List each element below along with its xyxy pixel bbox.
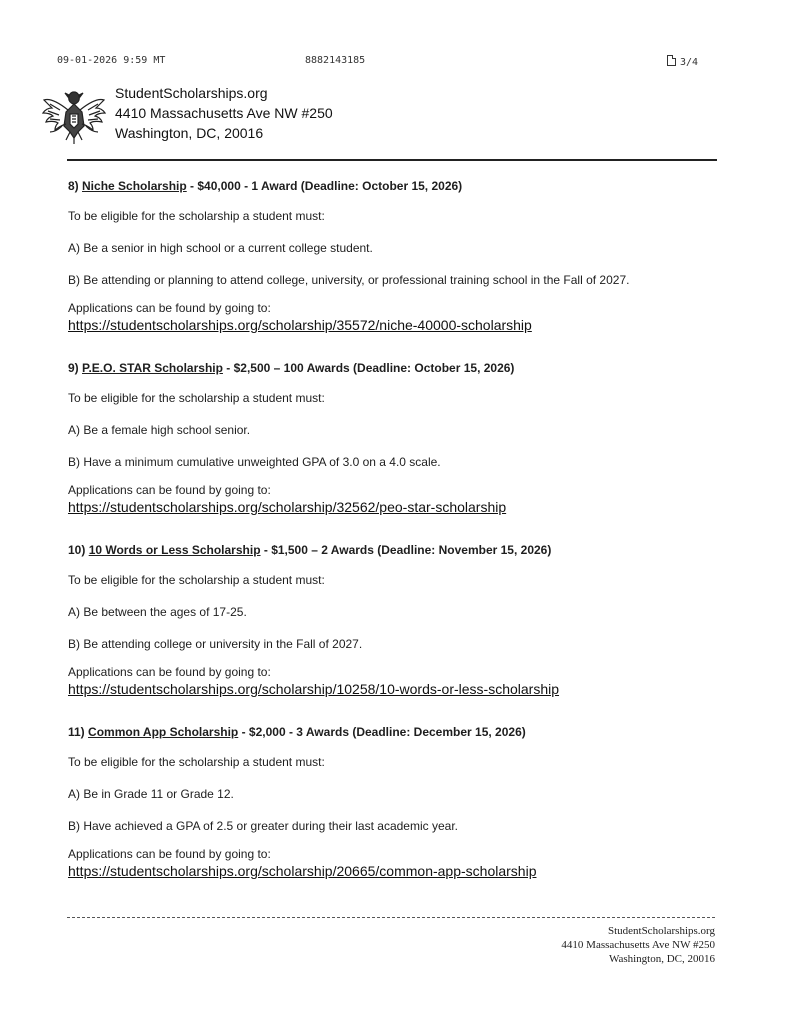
scholarship-name[interactable]: Niche Scholarship <box>82 179 187 193</box>
eligibility-intro: To be eligible for the scholarship a student must: <box>68 573 325 587</box>
fax-datetime: 09-01-2026 9:59 MT <box>57 55 166 66</box>
scholarship-details: - $2,500 – 100 Awards (Deadline: October 15, 2026) <box>222 361 515 375</box>
eligibility-intro: To be eligible for the scholarship a student must: <box>68 209 325 223</box>
footer-address-line1: 4410 Massachusetts Ave NW #250 <box>561 939 715 951</box>
scholarship-details: - $2,000 - 3 Awards (Deadline: December 15, 2026) <box>238 725 526 739</box>
applications-label: Applications can be found by going to: <box>68 665 271 679</box>
footer-address-block <box>561 924 715 966</box>
requirement-a: A) Be a senior in high school or a current college student. <box>68 241 373 255</box>
requirement-b: B) Be attending college or university in the Fall of 2027. <box>68 637 363 651</box>
letterhead-address-line2: Washington, DC, 20016 <box>115 125 264 141</box>
fax-page-indicator <box>667 55 698 68</box>
scholarship-number: 10) <box>68 543 86 557</box>
scholarship-name[interactable]: 10 Words or Less Scholarship <box>88 543 261 557</box>
scholarship-name[interactable]: Common App Scholarship <box>88 725 239 739</box>
eligibility-intro: To be eligible for the scholarship a student must: <box>68 755 325 769</box>
scholarship-name[interactable]: P.E.O. STAR Scholarship <box>82 361 223 375</box>
application-link[interactable]: https://studentscholarships.org/scholarship/20665/common-app-scholarship <box>68 863 537 879</box>
fax-page-number: 3/4 <box>680 57 699 68</box>
scholarship-section-11 <box>68 718 728 880</box>
applications-label: Applications can be found by going to: <box>68 301 271 315</box>
letterhead-address-block <box>115 83 333 143</box>
requirement-b: B) Have a minimum cumulative unweighted GPA of 3.0 on a 4.0 scale. <box>68 455 441 469</box>
footer-divider <box>67 917 715 918</box>
scholarship-number: 9) <box>68 361 79 375</box>
page-icon <box>667 55 676 66</box>
letterhead-address-line1: 4410 Massachusetts Ave NW #250 <box>115 105 333 121</box>
letterhead <box>40 80 740 150</box>
application-link[interactable]: https://studentscholarships.org/scholarship/32562/peo-star-scholarship <box>68 499 507 515</box>
requirement-a: A) Be between the ages of 17-25. <box>68 605 247 619</box>
requirement-b: B) Be attending or planning to attend college, university, or professional training school in the Fall of 2027. <box>68 273 630 287</box>
footer-org-name: StudentScholarships.org <box>607 925 715 937</box>
scholarship-details: - $1,500 – 2 Awards (Deadline: November 15, 2026) <box>260 543 552 557</box>
fax-header <box>0 55 791 71</box>
application-link[interactable]: https://studentscholarships.org/scholarship/10258/10-words-or-less-scholarship <box>68 681 560 697</box>
application-link[interactable]: https://studentscholarships.org/scholarship/35572/niche-40000-scholarship <box>68 317 532 333</box>
scholarship-title <box>68 536 728 564</box>
applications-label: Applications can be found by going to: <box>68 483 271 497</box>
scholarship-details: - $40,000 - 1 Award (Deadline: October 15, 2026) <box>186 179 463 193</box>
scholarship-number: 11) <box>68 725 85 739</box>
requirement-a: A) Be in Grade 11 or Grade 12. <box>68 787 234 801</box>
eligibility-intro: To be eligible for the scholarship a student must: <box>68 391 325 405</box>
scholarship-section-9 <box>68 354 728 516</box>
scholarship-section-10 <box>68 536 728 698</box>
letterhead-org-name: StudentScholarships.org <box>115 85 268 101</box>
scholarship-title <box>68 718 728 746</box>
scholarship-list <box>68 172 728 880</box>
header-divider <box>67 159 717 161</box>
eagle-seal-icon <box>40 82 108 146</box>
footer-address-line2: Washington, DC, 20016 <box>608 953 715 965</box>
requirement-b: B) Have achieved a GPA of 2.5 or greater during their last academic year. <box>68 819 458 833</box>
scholarship-title <box>68 354 728 382</box>
applications-label: Applications can be found by going to: <box>68 847 271 861</box>
requirement-a: A) Be a female high school senior. <box>68 423 251 437</box>
scholarship-title <box>68 172 728 200</box>
scholarship-number: 8) <box>68 179 79 193</box>
fax-number: 8882143185 <box>305 55 366 66</box>
scholarship-section-8 <box>68 172 728 334</box>
